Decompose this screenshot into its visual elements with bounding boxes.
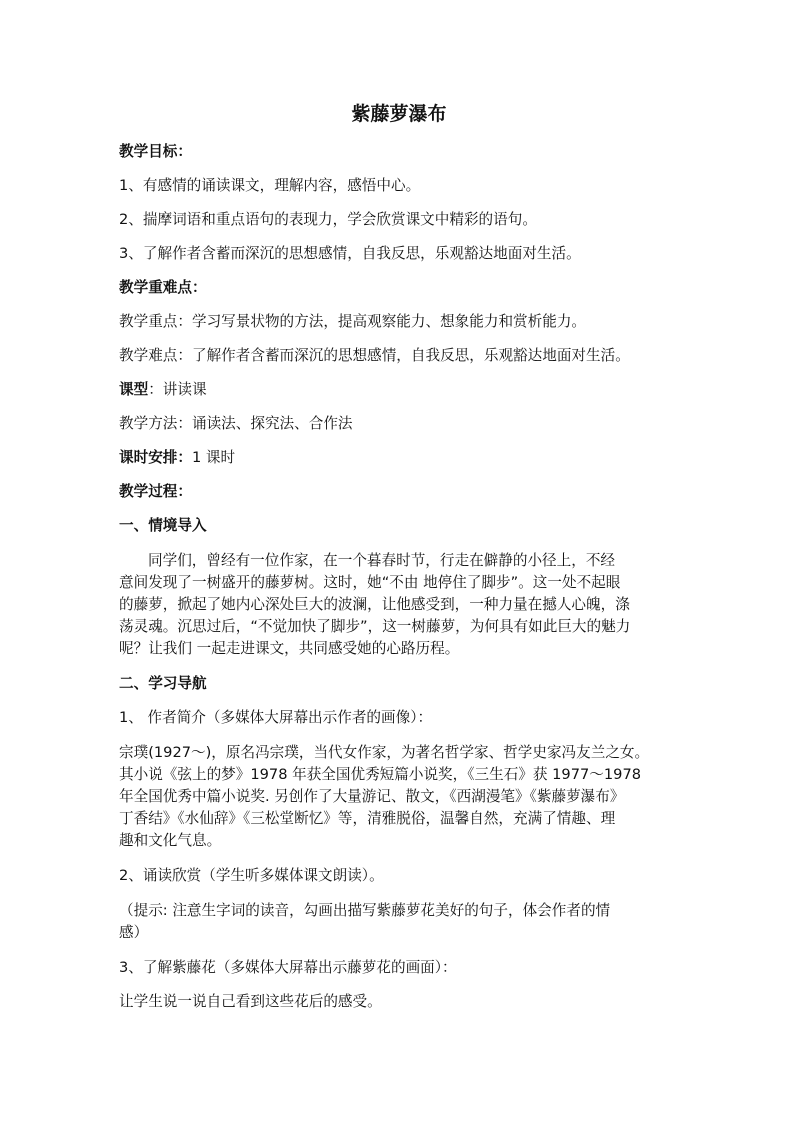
document-title: 紫藤萝瀑布 [351,103,447,125]
reading-hint-line: 感） [119,924,149,941]
reading-hint-line: （提示: 注意生字词的读音，勾画出描写紫藤萝花美好的句子，体会作者的情 [119,902,611,919]
lesson-type-value: ：讲读课 [148,381,207,398]
heading-key-points: 教学重难点： [119,279,207,296]
document-page [119,100,679,1026]
author-bio-line: 趣和文化气息。 [119,832,222,849]
goal-3: 3、了解作者含蓄而深沉的思想感情，自我反思，乐观豁达地面对生活。 [119,245,581,262]
section-1-line: 荡灵魂。沉思过后，“不觉加快了脚步”，这一树藤萝，为何具有如此巨大的魅力 [119,618,631,635]
heading-teaching-goals: 教学目标： [119,143,192,160]
section-2-title: 二、学习导航 [119,675,207,692]
section-1-line: 意间发现了一树盛开的藤萝树。这时，她“不由 地停住了脚步”。这一处不起眼 [119,574,621,591]
item-3-wisteria: 3、了解紫藤花（多媒体大屏幕出示藤萝花的画面）： [119,959,457,976]
author-bio-line: 宗璞(1927～)，原名冯宗璞，当代女作家，为著名哲学家、哲学史家冯友兰之女。 [119,744,650,761]
item-3-body: 让学生说一说自己看到这些花后的感受。 [119,993,382,1010]
section-1-line: 的藤萝，掀起了她内心深处巨大的波澜，让他感受到，一种力量在撼人心魄，涤 [119,596,630,613]
teaching-methods: 教学方法：诵读法、探究法、合作法 [119,415,353,432]
author-bio-line: 其小说《弦上的梦》1978 年获全国优秀短篇小说奖，《三生石》获 1977～1978 [119,766,642,783]
section-1-title: 一、情境导入 [119,517,207,534]
section-1-line: 呢？让我们 一起走进课文，共同感受她的心路历程。 [119,640,460,657]
reading-hint [119,900,679,944]
key-focus: 教学重点：学习写景状物的方法，提高观察能力、想象能力和赏析能力。 [119,313,587,330]
section-1-body [119,550,679,660]
author-bio [119,742,679,852]
class-hours-label: 课时安排： [119,449,192,466]
goal-2: 2、揣摩词语和重点语句的表现力，学会欣赏课文中精彩的语句。 [119,211,537,228]
lesson-type [119,380,679,400]
author-bio-line: 年全国优秀中篇小说奖. 另创作了大量游记、散文，《西湖漫笔》《紫藤萝瀑布》 [119,788,625,805]
lesson-type-label: 课型 [119,381,149,398]
item-1-author-intro: 1、 作者简介（多媒体大屏幕出示作者的画像）： [119,709,433,726]
author-bio-line: 丁香结》《水仙辞》《三松堂断忆》等，清雅脱俗，温馨自然，充满了情趣、理 [119,810,616,827]
section-1-line: 同学们，曾经有一位作家，在一个暮春时节，行走在僻静的小径上，不经 [148,552,616,569]
key-difficulty: 教学难点：了解作者含蓄而深沉的思想感情，自我反思，乐观豁达地面对生活。 [119,347,630,364]
heading-teaching-process: 教学过程： [119,483,192,500]
item-2-reading: 2、诵读欣赏（学生听多媒体课文朗读）。 [119,867,384,884]
goal-1: 1、有感情的诵读课文，理解内容，感悟中心。 [119,177,421,194]
class-hours [119,448,679,468]
class-hours-value: 1 课时 [191,449,236,466]
